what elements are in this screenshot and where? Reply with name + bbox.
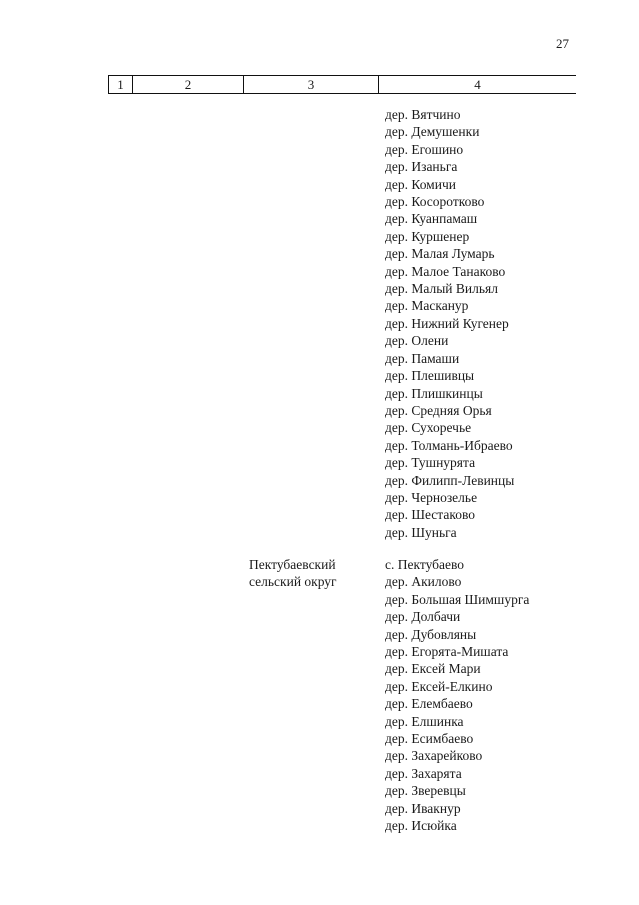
list-item: дер. Средняя Орья: [385, 402, 492, 418]
list-item: дер. Зверевцы: [385, 783, 466, 799]
list-item: дер. Ексей Мари: [385, 661, 481, 677]
list-item: дер. Малое Танаково: [385, 263, 506, 279]
list-item: дер. Изаньга: [385, 159, 458, 175]
list-item: дер. Комичи: [385, 176, 456, 192]
list-item: дер. Памаши: [385, 350, 460, 366]
list-item: дер. Куршенер: [385, 228, 470, 244]
header-col-1: 1: [108, 76, 132, 93]
district-name: [249, 556, 337, 591]
list-item: дер. Малый Вильял: [385, 281, 498, 297]
list-item: дер. Филипп-Левинцы: [385, 472, 515, 488]
district-name-line1: Пектубаевский: [249, 557, 336, 572]
list-item: дер. Куанпамаш: [385, 211, 478, 227]
list-item: дер. Сухоречье: [385, 420, 472, 436]
list-item: дер. Малая Лумарь: [385, 246, 495, 262]
list-item: дер. Плишкинцы: [385, 385, 483, 401]
list-item: дер. Захарейково: [385, 748, 483, 764]
header-col-3: 3: [243, 76, 378, 93]
header-col-4: 4: [378, 76, 576, 93]
district-settlements-list: [385, 556, 529, 835]
list-item: дер. Исюйка: [385, 818, 457, 834]
list-item: дер. Егорята-Мишата: [385, 644, 509, 660]
list-item: дер. Шуньга: [385, 524, 457, 540]
list-item: дер. Толмань-Ибраево: [385, 437, 513, 453]
list-item: дер. Большая Шимшурга: [385, 591, 530, 607]
table-header-row: [108, 75, 576, 94]
list-item: дер. Егошино: [385, 141, 464, 157]
list-item: дер. Демушенки: [385, 124, 480, 140]
header-col-2: 2: [132, 76, 243, 93]
list-item: дер. Чернозелье: [385, 489, 478, 505]
list-item: дер. Шестаково: [385, 507, 476, 523]
list-item: дер. Есимбаево: [385, 731, 474, 747]
list-item: дер. Вятчино: [385, 107, 461, 122]
list-item: дер. Долбачи: [385, 609, 461, 625]
list-item: дер. Елшинка: [385, 713, 464, 729]
list-item: дер. Косоротково: [385, 194, 485, 210]
list-item: дер. Елембаево: [385, 696, 473, 712]
list-item: дер. Олени: [385, 333, 449, 349]
list-item: дер. Плешивцы: [385, 368, 475, 384]
list-item: дер. Акилово: [385, 574, 462, 590]
list-item: дер. Ивакнур: [385, 800, 461, 816]
district-name-line2: сельский округ: [249, 574, 337, 590]
settlements-continued-list: [385, 106, 514, 541]
list-item: дер. Дубовляны: [385, 626, 477, 642]
list-item: дер. Ексей-Елкино: [385, 678, 493, 694]
list-item: дер. Тушнурята: [385, 455, 476, 471]
page-number: 27: [556, 36, 569, 51]
list-item: дер. Масканур: [385, 298, 469, 314]
list-item: с. Пектубаево: [385, 557, 465, 572]
list-item: дер. Захарята: [385, 765, 462, 781]
list-item: дер. Нижний Кугенер: [385, 315, 509, 331]
